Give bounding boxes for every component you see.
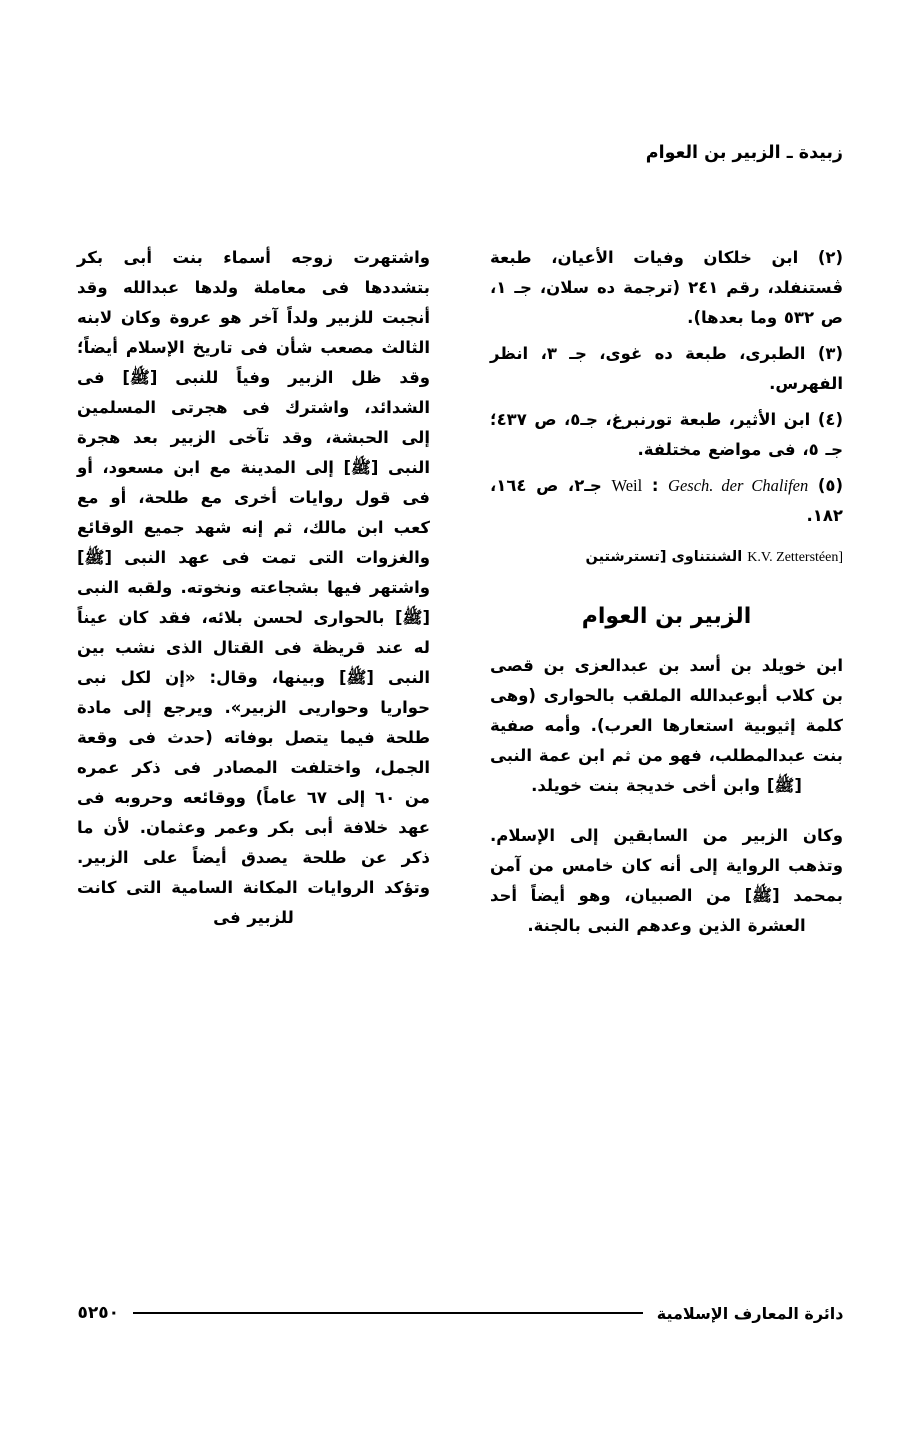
running-head: زبيدة ـ الزبير بن العوام <box>645 143 843 163</box>
article-signature <box>490 549 843 566</box>
continuation-paragraph: واشتهرت زوجه أسماء بنت أبى بكر بتشددها فى معاملة ولدها عبدالله وقد أنجبت للزبير ولداً آخر هو عروة وكان لابنه الثالث مصعب شأن فى تاريخ الإسلام أيضاً؛ وقد ظل الزبير وفياً للنبى [ﷺ] فى الشدائد، واشترك فى هجرتى المسلمين إلى الحبشة، وقد تآخى الزبير بعد هجرة النبى [ﷺ] إلى المدينة مع ابن مسعود، أو فى قول روايات أخرى مع طلحة، أو مع كعب ابن مالك، ثم إنه شهد جميع الوقائع والغزوات التى تمت فى عهد النبى [ﷺ] واشتهر فيها بشجاعته ونخوته. ولقبه النبى [ﷺ] بالحوارى لحسن بلائه، فقد كان عيناً له عند قريظة فى القتال الذى نشب بين النبى [ﷺ] وبينها، وقال: «إن لكل نبى حواريا وحواريى الزبير». ويرجع إلى مادة طلحة فيما يتصل بوفاته (حدث فى وقعة الجمل، واختلفت المصادر فى ذكر عمره من ٦٠ إلى ٦٧ عاماً) ووقائعه وحروبه فى عهد خلافة أبى بكر وعمر وعثمان. لأن ما ذكر عن طلحة يصدق أيضاً على الزبير. وتؤكد الروايات المكانة السامية التى كانت للزبير فى <box>77 248 430 928</box>
entry-title: الزبير بن العوام <box>581 604 752 630</box>
column-left <box>77 243 430 1253</box>
reference-5-title: Gesch. der Chalifen <box>668 476 809 496</box>
footer-title: دائرة المعارف الإسلامية <box>656 1303 844 1323</box>
reference-item: (٤) ابن الأثير، طبعة تورنبرغ، جـ٥، ص ٤٣٧؛ جـ ٥، فى مواضع مختلفة. <box>490 410 843 460</box>
entry-paragraph: وكان الزبير من السابقين إلى الإسلام. وتذهب الرواية إلى أنه كان خامس من آمن بمحمد [ﷺ] من الصبيان، وهو أيضاً أحد العشرة الذين وعدهم النبى بالجنة. <box>490 826 843 936</box>
column-right <box>490 243 843 1253</box>
entry-paragraph: ابن خويلد بن أسد بن عبدالعزى بن قصى بن كلاب أبوعبدالله الملقب بالحوارى (وهى كلمة إثيوبية استعارها العرب). وأمه صفية بنت عبدالمطلب، فهو من ثم ابن عمة النبى [ﷺ] وابن أخى خديجة بنت خويلد. <box>490 656 843 796</box>
reference-5-colon: : <box>651 476 659 496</box>
reference-item: (٣) الطبرى، طبعة ده غوى، جـ ٣، انظر الفهرس. <box>490 344 844 394</box>
body-columns <box>77 243 843 1253</box>
footer-divider <box>133 1312 643 1314</box>
page-footer <box>0 1303 921 1329</box>
reference-5-locator: جـ٢، ص ١٦٤، ١٨٢. <box>490 476 843 526</box>
reference-item-5 <box>490 471 843 531</box>
reference-5-author: Weil <box>611 476 643 496</box>
reference-item: (٢) ابن خلكان وفيات الأعيان، طبعة ڤستنفلد، رقم ٢٤١ (ترجمة ده سلان، جـ ١، ص ٥٣٢ وما بعدها). <box>490 248 843 328</box>
signature-arabic: الشنتناوى [تسترشتين <box>585 549 743 566</box>
reference-5-number: (٥) <box>817 476 844 496</box>
page-number: ٥٢٥٠ <box>77 1303 120 1323</box>
signature-transliteration: K.V. Zetterstéen] <box>747 550 843 566</box>
